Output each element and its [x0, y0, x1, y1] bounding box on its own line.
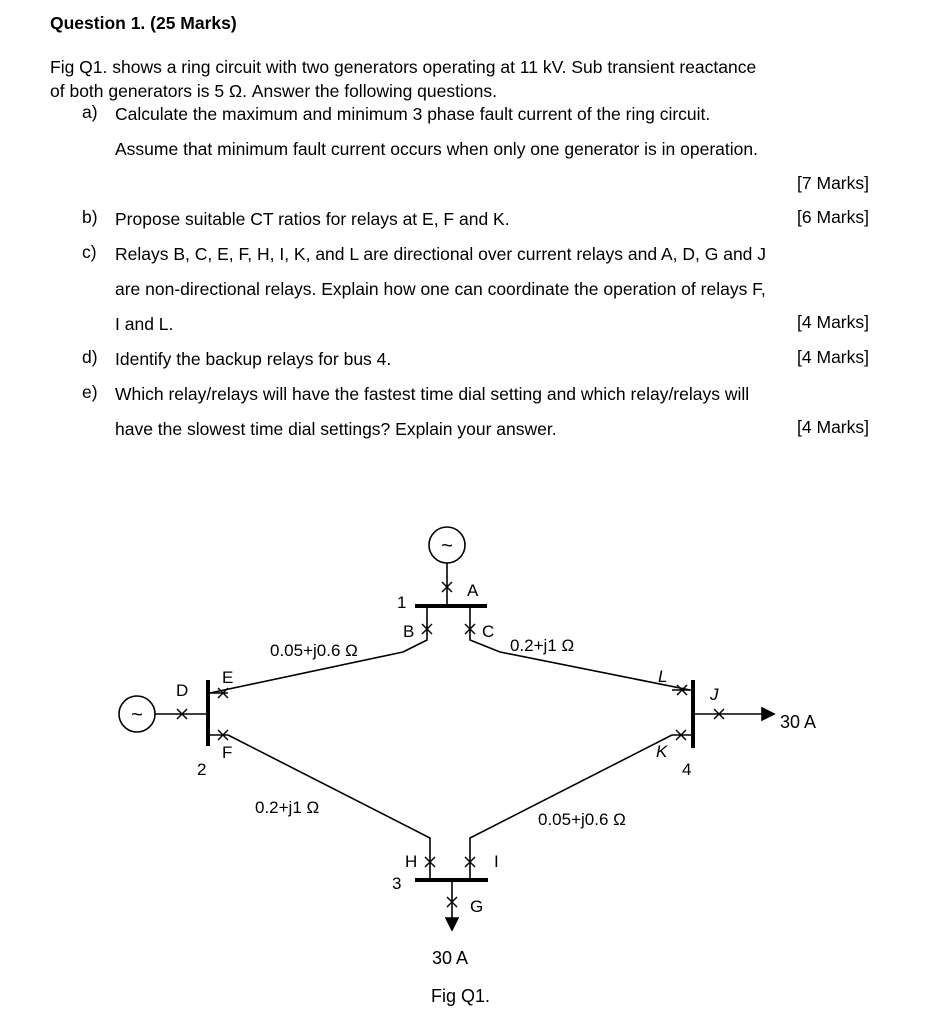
impedance-line-2-3: 0.2+j1 Ω [255, 798, 320, 817]
bus-2-label: 2 [197, 760, 207, 779]
part-c-marks: [4 Marks] [797, 312, 869, 332]
part-d-line: Identify the backup relays for bus 4. [115, 349, 392, 369]
load-arrow-bus4 [762, 708, 774, 720]
intro-line: Fig Q1. shows a ring circuit with two generators operating at 11 kV. Sub transient reactance [50, 57, 757, 77]
relay-B-label: B [403, 622, 415, 641]
relay-K-label: K [656, 742, 668, 761]
part-d-marks: [4 Marks] [797, 347, 869, 367]
part-e-line: have the slowest time dial settings? Explain your answer. [115, 419, 557, 439]
impedance-line-1-2: 0.05+j0.6 Ω [270, 641, 358, 660]
relay-E-label: E [222, 668, 234, 687]
part-b-marks: [6 Marks] [797, 207, 869, 227]
relay-G-label: G [470, 897, 484, 916]
part-e-label: e) [82, 382, 98, 402]
part-a-line: Assume that minimum fault current occurs when only one generator is in operation. [115, 139, 758, 159]
intro-line: of both generators is 5 Ω. Answer the following questions. [50, 81, 497, 101]
part-a-label: a) [82, 102, 98, 122]
part-a-line: Calculate the maximum and minimum 3 phase fault current of the ring circuit. [115, 104, 711, 124]
bus-4-label: 4 [682, 760, 692, 779]
load-arrow-bus3 [446, 918, 458, 930]
impedance-line-1-4: 0.2+j1 Ω [510, 636, 575, 655]
impedance-line-3-4: 0.05+j0.6 Ω [538, 810, 626, 829]
relay-C-label: C [482, 622, 495, 641]
part-d-label: d) [82, 347, 98, 367]
part-c-line: Relays B, C, E, F, H, I, K, and L are directional over current relays and A, D, G and J [115, 244, 767, 264]
bus-1-label: 1 [397, 593, 407, 612]
relay-H-label: H [405, 852, 418, 871]
relay-I-label: I [494, 852, 499, 871]
part-c-line: are non-directional relays. Explain how one can coordinate the operation of relays F, [115, 279, 766, 299]
relay-A-label: A [467, 581, 479, 600]
load-current-bus3: 30 A [432, 948, 469, 968]
bus-3-label: 3 [392, 874, 402, 893]
relay-L-label: L [658, 667, 668, 686]
part-e-line: Which relay/relays will have the fastest time dial setting and which relay/relays will [115, 384, 750, 404]
figure-caption: Fig Q1. [431, 986, 491, 1006]
relay-D-label: D [176, 681, 189, 700]
relay-J-label: J [710, 685, 719, 704]
generator-1-symbol: ~ [441, 535, 453, 557]
part-b-line: Propose suitable CT ratios for relays at E, F and K. [115, 209, 510, 229]
part-c-line: I and L. [115, 314, 174, 334]
part-c-label: c) [82, 242, 97, 262]
relay-F-label: F [222, 743, 233, 762]
generator-2-symbol: ~ [131, 704, 143, 726]
part-b-label: b) [82, 207, 98, 227]
part-a-marks: [7 Marks] [797, 173, 869, 193]
part-e-marks: [4 Marks] [797, 417, 869, 437]
question-title: Question 1. (25 Marks) [50, 13, 237, 33]
load-current-bus4: 30 A [780, 712, 817, 732]
line-3-4 [470, 735, 672, 880]
